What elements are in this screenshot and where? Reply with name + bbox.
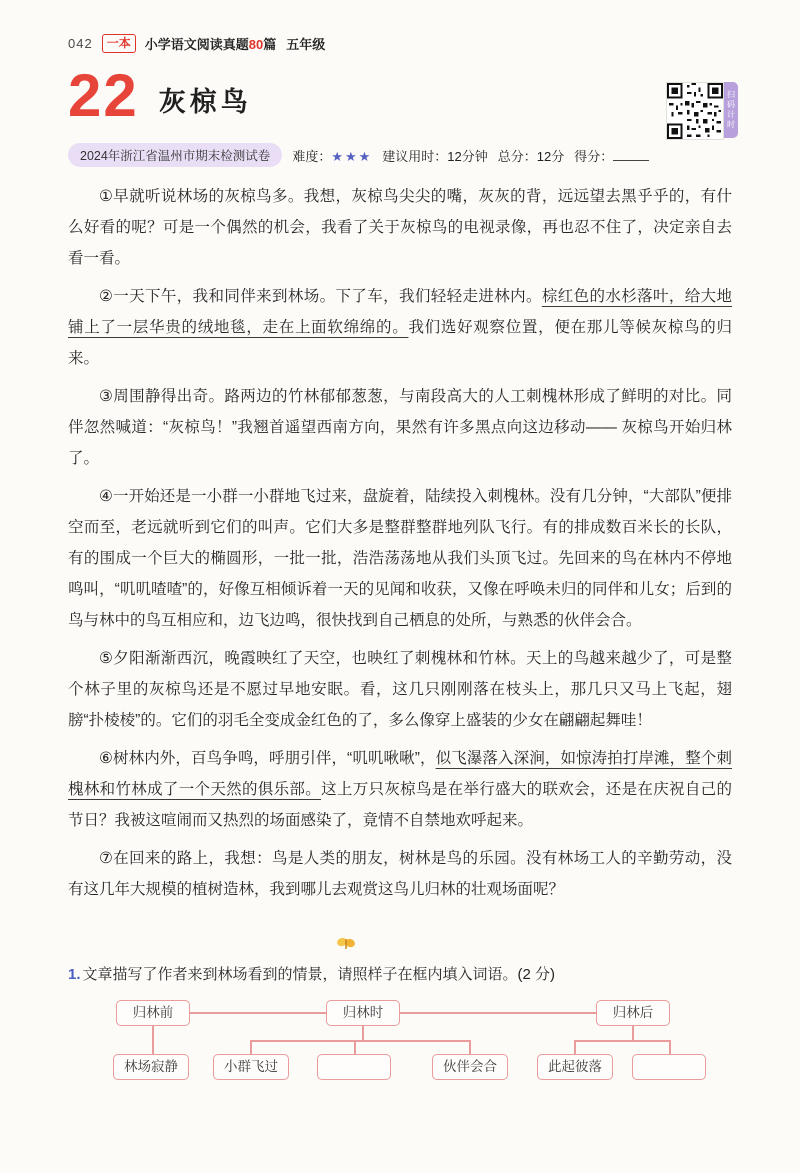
diagram-answer-blank-2	[632, 1054, 706, 1080]
passage-paragraph-7: ⑦在回来的路上，我想：鸟是人类的朋友，树林是鸟的乐园。没有林场工人的辛勤劳动，没有这几年大规模的植树造林，我到哪儿去观赏这鸟儿归林的壮观场面呢？	[68, 850, 732, 898]
underlined-sentence-1: 棕红色的水杉落叶，给大地铺上了一层华贵的绒地毯，走在上面软绵绵的。	[68, 288, 732, 336]
passage-paragraph-1: ①早就听说林场的灰椋鸟多。我想，灰椋鸟尖尖的嘴，灰灰的背，远远望去黑乎乎的，有什么好看的呢？可是一个偶然的机会，我看了关于灰椋鸟的电视录像，再也忍不住了，决定亲自去看一看。	[68, 188, 732, 267]
question-1	[68, 963, 732, 984]
qr-code-block	[666, 82, 738, 140]
underlined-sentence-2: 似飞瀑落入深涧，如惊涛拍打岸滩，整个刺槐林和竹林成了一个天然的俱乐部。	[68, 750, 732, 798]
page-header	[68, 0, 732, 53]
diagram-connector-line	[250, 1040, 252, 1054]
diagram-connector-line	[574, 1040, 576, 1054]
lesson-title-block	[68, 62, 732, 129]
diagram-box-after-return: 归林后	[596, 1000, 670, 1026]
score-blank-line	[613, 148, 649, 161]
diagram-connector-line	[669, 1040, 671, 1054]
passage-paragraph-3: ③周围静得出奇。路两边的竹林郁郁葱葱，与南段高大的人工刺槐林形成了鲜明的对比。同伴忽然喊道：“灰椋鸟！”我翘首遥望西南方向，果然有许多黑点向这边移动—— 灰椋鸟开始归林了。	[68, 388, 732, 467]
suggested-time: 建议用时：12分钟	[382, 148, 488, 164]
diagram-connector-line	[632, 1026, 634, 1040]
question-1-text: 文章描写了作者来到林场看到的情景，请照样子在框内填入词语。(2 分)	[82, 966, 556, 983]
diagram-connector-line	[469, 1040, 471, 1054]
qr-scan-tab: 扫码计时	[724, 82, 738, 138]
brand-logo: 一本	[102, 34, 136, 53]
diagram-connector-line	[354, 1040, 356, 1054]
diagram-box-during-return: 归林时	[326, 1000, 400, 1026]
series-count: 80	[248, 37, 264, 52]
series-title-part1: 小学语文阅读真题	[144, 37, 249, 52]
passage-paragraph-6: ⑥树林内外，百鸟争鸣，呼朋引伴，“叽叽啾啾”，似飞瀑落入深涧，如惊涛拍打岸滩，整个刺槐林和竹林成了一个天然的俱乐部。这上万只灰椋鸟是在举行盛大的联欢会，还是在庆祝自己的节日？我被这喧闹而又热烈的场面感染了，竟情不自禁地欢呼起来。	[68, 750, 732, 829]
passage-paragraph-2: ②一天下午，我和同伴来到林场。下了车，我们轻轻走进林内。棕红色的水杉落叶，给大地铺上了一层华贵的绒地毯，走在上面软绵绵的。我们选好观察位置，便在那儿等候灰椋鸟的归来。	[68, 288, 732, 367]
diagram-answer-blank-1	[317, 1054, 391, 1080]
question-1-number: 1.	[68, 966, 81, 983]
passage-paragraph-5: ⑤夕阳渐渐西沉，晚霞映红了天空，也映红了刺槐林和竹林。天上的鸟越来越少了，可是整个林子里的灰椋鸟还是不愿过早地安眠。看，这几只刚刚落在枝头上，那几只又马上飞起，翅膀“扑棱棱”的。它们的羽毛全变成金红色的了，多么像穿上盛装的少女在翩翩起舞哇！	[68, 650, 732, 729]
diagram-answer-quiet-forest: 林场寂静	[113, 1054, 189, 1080]
series-title	[145, 34, 326, 53]
lesson-number: 22	[68, 62, 139, 129]
series-title-part2: 篇	[263, 37, 277, 52]
grade-label: 五年级	[286, 37, 326, 52]
exam-source-badge: 2024年浙江省温州市期末检测试卷	[68, 143, 282, 167]
total-score: 总分：12分	[497, 148, 565, 164]
qr-code	[666, 82, 724, 140]
diagram-connector-line	[152, 1026, 154, 1054]
reading-passage	[68, 181, 732, 905]
diagram-connector-line	[250, 1040, 470, 1042]
diagram-answer-small-flocks: 小群飞过	[213, 1054, 289, 1080]
diagram-connector-line	[190, 1012, 326, 1014]
butterfly-decoration-icon	[336, 936, 356, 952]
diagram-answer-rise-and-fall: 此起彼落	[537, 1054, 613, 1080]
fill-in-diagram	[68, 1000, 732, 1086]
diagram-answer-partners-gather: 伙伴会合	[432, 1054, 508, 1080]
diagram-connector-line	[400, 1012, 596, 1014]
exam-meta-row	[68, 143, 732, 167]
difficulty-label: 难度：★★★	[292, 148, 373, 164]
score-field: 得分：	[574, 146, 649, 165]
diagram-box-before-return: 归林前	[116, 1000, 190, 1026]
page-number: 042	[68, 36, 93, 51]
lesson-title: 灰椋鸟	[158, 87, 252, 117]
passage-paragraph-4: ④一开始还是一小群一小群地飞过来，盘旋着，陆续投入刺槐林。没有几分钟，“大部队”便排空而至，老远就听到它们的叫声。它们大多是整群整群地列队飞行。有的排成数百米长的长队，有的围成一个巨大的椭圆形，一批一批，浩浩荡荡地从我们头顶飞过。先回来的鸟在林内不停地鸣叫，“叽叽喳喳”的，好像互相倾诉着一天的见闻和收获，又像在呼唤未归的同伴和儿女；后到的鸟与林中的鸟互相应和，边飞边鸣，很快找到自己栖息的处所，与熟悉的伙伴会合。	[68, 488, 732, 629]
diagram-connector-line	[362, 1026, 364, 1040]
diagram-connector-line	[574, 1040, 670, 1042]
difficulty-stars: ★★★	[331, 148, 373, 164]
